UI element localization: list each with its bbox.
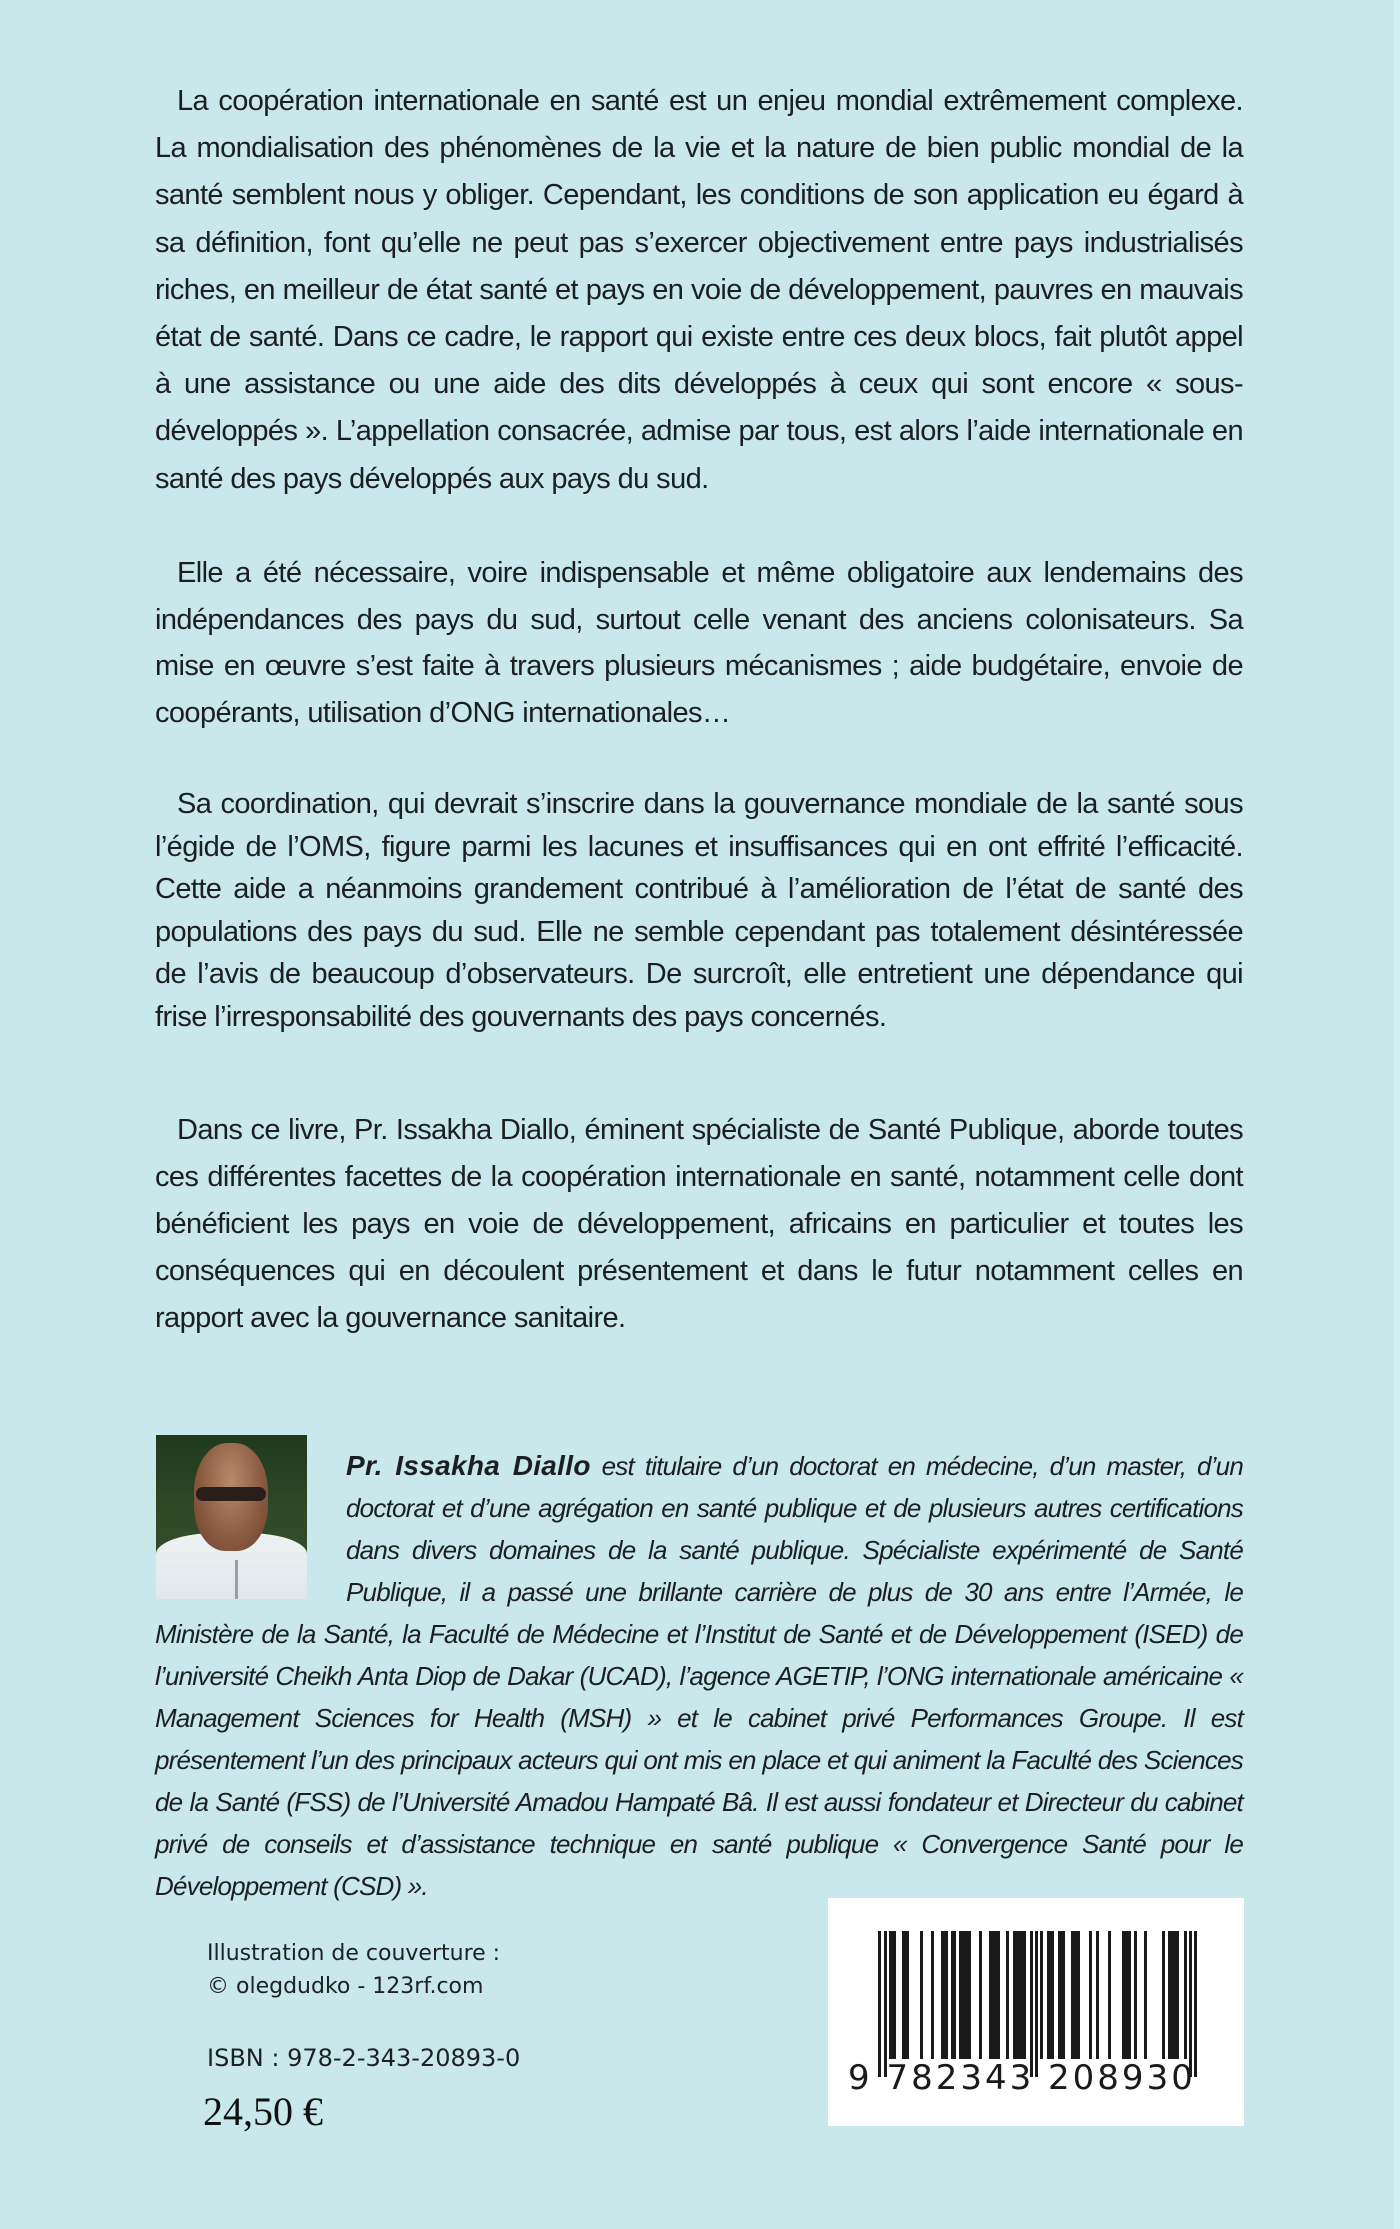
paragraph-text: La coopération internationale en santé est un enjeu mondial extrêmement complexe. La mondialisation des phénomènes de la vie et la nature de bien public mondial de la santé semblent nous y obliger. Cependant, les conditions de son application eu égard à sa définition, font qu’elle ne peut pas s’exercer objectivement entre pays industrialisés riches, en meilleur de état santé et pays en voie de développement, pauvres en mauvais état de santé. Dans ce cadre, le rapport qui existe entre ces deux blocs, fait plutôt appel à une assistance ou une aide des dits développés à ceux qui sont encore « sous-développés ». L’appellation consacrée, admise par tous, est alors l’aide internationale en santé des pays développés aux pays du sud. xyxy=(155,85,1243,495)
author-name: Pr. Issakha Diallo xyxy=(346,1450,591,1481)
photo-spacer xyxy=(155,1445,346,1613)
paragraph-text: Dans ce livre, Pr. Issakha Diallo, éminent spécialiste de Santé Publique, aborde toutes ces différentes facettes de la coopération internationale en santé, notamment celle dont bénéficient les pays en voie de développement, africains en particulier et toutes les conséquences qui en découlent présentement et dans le futur notamment celles en rapport avec la gouvernance sanitaire. xyxy=(155,1114,1243,1334)
barcode-bars-icon xyxy=(878,1931,1204,2061)
blurb-paragraph-4 xyxy=(155,1107,1243,1342)
page-edge xyxy=(1394,0,1400,2229)
paragraph-text: Elle a été nécessaire, voire indispensable et même obligatoire aux lendemains des indépendances des pays du sud, surtout celle venant des anciens colonisateurs. Sa mise en œuvre s’est faite à travers plusieurs mécanismes ; aide budgétaire, envoie de coopérants, utilisation d’ONG internationales… xyxy=(155,557,1243,729)
author-bio xyxy=(155,1445,1243,1907)
illustration-label: Illustration de couverture : xyxy=(207,1941,501,1966)
author-bio-text: est titulaire d’un doctorat en médecine, d’un master, d’un doctorat et d’une agrégation en santé publique et de plusieurs autres certifications dans divers domaines de la santé publique. Spécialiste expérimenté de Santé Publique, il a passé une brillante carrière de plus de 30 ans entre l’Armée, le Ministère de la Santé, la Faculté de Médecine et l’Institut de Santé et de Développement (ISED) de l’université Cheikh Anta Diop de Dakar (UCAD), l’agence AGETIP, l’ONG internationale américaine « Management Sciences for Health (MSH) » et le cabinet privé Performances Groupe. Il est présentement l’un des principaux acteurs qui ont mis en place et qui animent la Faculté des Sciences de la Santé (FSS) de l’Université Amadou Hampaté Bâ. Il est aussi fondateur et Directeur du cabinet privé de conseils et d’assistance technique en santé publique « Convergence Santé pour le Développement (CSD) ». xyxy=(155,1451,1243,1901)
blurb-paragraph-1 xyxy=(155,78,1243,503)
blurb-paragraph-2 xyxy=(155,550,1243,736)
isbn: ISBN : 978-2-343-20893-0 xyxy=(207,2044,521,2072)
illustration-credit: © olegdudko - 123rf.com xyxy=(207,1974,484,1999)
price: 24,50 € xyxy=(203,2089,323,2134)
blurb-paragraph-3 xyxy=(155,783,1243,1038)
paragraph-text: Sa coordination, qui devrait s’inscrire dans la gouvernance mondiale de la santé sous l’égide de l’OMS, figure parmi les lacunes et insuffisances qui en ont effrité l’efficacité. Cette aide a néanmoins grandement contribué à l’amélioration de l’état de santé des populations des pays du sud. Elle ne semble cependant pas totalement désintéressée de l’avis de beaucoup d’observateurs. De surcroît, elle entretient une dépendance qui frise l’irresponsabilité des gouvernants des pays concernés. xyxy=(155,788,1243,1033)
barcode xyxy=(828,1898,1244,2126)
barcode-digits: 9 782343 208930 xyxy=(848,2058,1196,2098)
cover-illustration-credit xyxy=(207,1937,500,2003)
